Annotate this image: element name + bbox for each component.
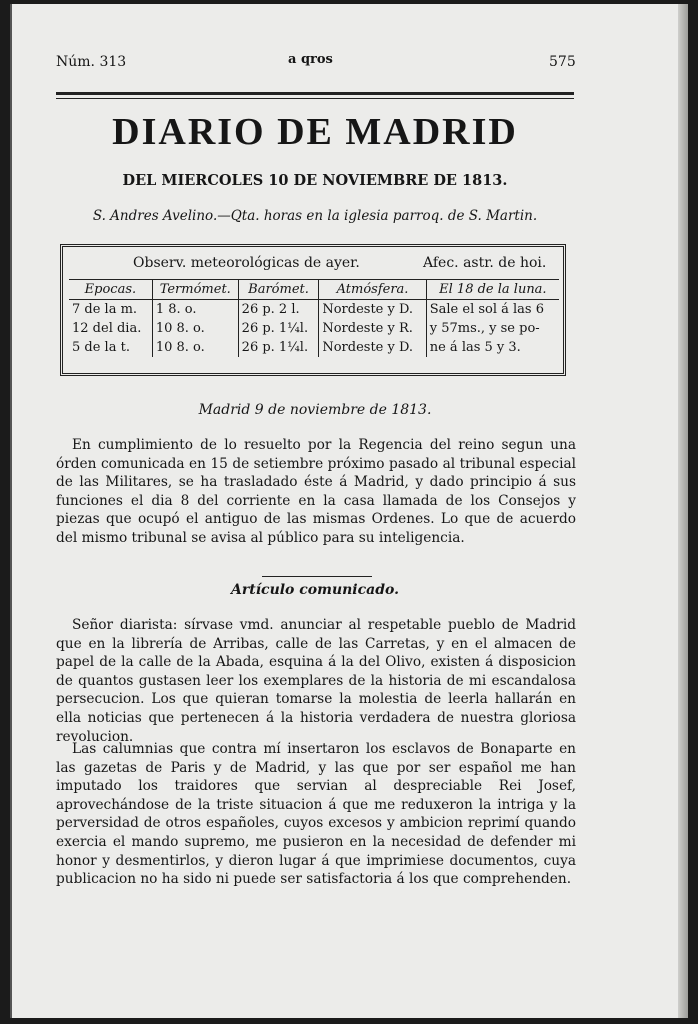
header-rule-thin [56,98,574,99]
table-row [69,338,559,357]
table-row [69,300,559,320]
page-number: 575 [549,54,576,70]
saint-of-day: S. Andres Avelino.—Qta. horas en la iglesia parroq. de S. Martin. [92,208,538,224]
notice-paragraph [56,436,576,548]
table-cell: Sale el sol á las 6 [426,300,559,320]
article-paragraph-2 [56,740,576,889]
issue-number: Núm. 313 [56,54,127,70]
col-header-epocas: Epocas. [69,280,152,300]
table-cell: ne á las 5 y 3. [426,338,559,357]
article-paragraph-1 [56,616,576,746]
notice-text: En cumplimiento de lo resuelto por la Regencia del reino segun una órden comunicada en 15 de setiembre próximo pasado al tribunal especial de las Militares, se ha trasladado éste á Madrid, y dado principio á sus funciones el dia 8 del corriente en la casa llamada de los Consejos y piezas que ocupó el antiguo de las mismas Ordenes. Lo que de acuerdo del mismo tribunal se avisa al público para su inteligencia. [56,437,576,546]
table-cell: 10 8. o. [152,338,238,357]
newspaper-page [10,4,688,1018]
table-cell: 26 p. 1¼l. [238,319,319,338]
col-header-barometro: Barómet. [238,280,319,300]
masthead-title: DIARIO DE MADRID [112,111,518,153]
col-header-luna: El 18 de la luna. [426,280,559,300]
table-cell: 12 del dia. [72,321,142,336]
weather-table [69,279,559,357]
table-cell: 26 p. 2 l. [238,300,319,320]
article-text-1: Señor diarista: sírvase vmd. anunciar al respetable pueblo de Madrid que en la librería de Arribas, calle de las Carretas, y en el almacen de papel de la calle de la Abada, esquina á la del Olivo, existen á disposicion de quantos gustasen leer los exemplares de la historia de mi escandalosa persecucion. Los que quieran tomarse la molestia de leerla hallarán en ella noticias que pertenecen á la historia verdadera de nuestra gloriosa revolucion. [56,617,576,745]
astro-caption: Afec. astr. de hoi. [423,255,547,271]
col-header-termometro: Termómet. [152,280,238,300]
dateline: Madrid 9 de noviembre de 1813. [198,402,432,418]
issue-serial: a qros [288,52,333,67]
table-cell: 7 de la m. [72,302,138,317]
table-cell: 1 8. o. [152,300,238,320]
weather-caption: Observ. meteorológicas de ayer. [133,255,360,271]
page-spine [678,4,688,1018]
article-text-2: Las calumnias que contra mí insertaron los esclavos de Bonaparte en las gazetas de Paris y de Madrid, y las que por ser español me han imputado los traidores que servian al despreciable Rei Josef, aprovechándose de la triste situacion á que me reduxeron la intriga y la perversidad de otros españoles, cuyos excesos y ambicion reprimí quando exercia el mando supremo, me pusieron en la necesidad de defender mi honor y desmentirlos, y dieron lugar á que imprimiese documentos, cuya publicacion no ha sido ni puede ser satisfactoria á los que comprehenden. [56,741,576,888]
table-row [69,319,559,338]
weather-table-box [60,244,566,376]
article-title: Artículo comunicado. [231,582,399,598]
table-cell: Nordeste y D. [319,338,426,357]
table-cell: 26 p. 1¼l. [238,338,319,357]
table-cell: Nordeste y R. [319,319,426,338]
issue-date: DEL MIERCOLES 10 DE NOVIEMBRE DE 1813. [122,172,508,189]
table-cell: Nordeste y D. [319,300,426,320]
header-rule-thick [56,92,574,95]
table-cell: 5 de la t. [72,340,130,355]
section-divider [262,576,372,577]
table-cell: 10 8. o. [152,319,238,338]
col-header-atmosfera: Atmósfera. [319,280,426,300]
table-cell: y 57ms., y se po- [426,319,559,338]
